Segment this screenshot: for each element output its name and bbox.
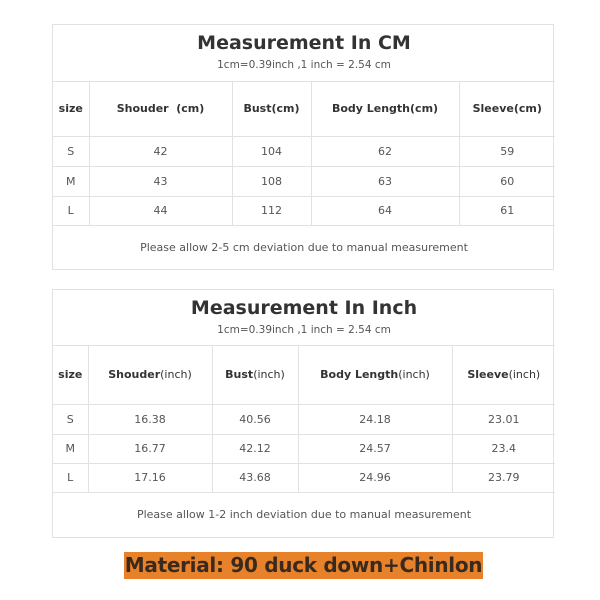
inch-measurement-table <box>52 289 554 538</box>
sleeve-cell: 23.4 <box>452 434 555 463</box>
inch-table-title-cell <box>53 290 555 345</box>
body-length-cell: 64 <box>311 196 459 225</box>
header-sleeve: Sleeve(inch) <box>452 345 555 404</box>
size-cell: L <box>53 196 89 225</box>
header-body-length: Body Length(cm) <box>311 81 459 136</box>
shoulder-cell: 43 <box>89 166 232 196</box>
cm-table-title: Measurement In CM <box>197 32 411 54</box>
bust-cell: 40.56 <box>212 404 298 434</box>
table-row <box>53 166 555 196</box>
body-length-cell: 24.57 <box>298 434 452 463</box>
body-length-cell: 63 <box>311 166 459 196</box>
table-row <box>53 463 555 492</box>
header-bust: Bust(inch) <box>212 345 298 404</box>
shoulder-cell: 42 <box>89 136 232 166</box>
shoulder-cell: 16.38 <box>88 404 212 434</box>
cm-measurement-table <box>52 24 554 270</box>
size-cell: S <box>53 136 89 166</box>
sleeve-cell: 23.01 <box>452 404 555 434</box>
inch-table-header-row <box>53 345 555 404</box>
shoulder-cell: 17.16 <box>88 463 212 492</box>
bust-cell: 42.12 <box>212 434 298 463</box>
table-row <box>53 434 555 463</box>
cm-table-conversion: 1cm=0.39inch ,1 inch = 2.54 cm <box>217 59 391 71</box>
inch-table-conversion: 1cm=0.39inch ,1 inch = 2.54 cm <box>217 324 391 336</box>
bust-cell: 104 <box>232 136 311 166</box>
size-cell: M <box>53 434 88 463</box>
size-cell: L <box>53 463 88 492</box>
sleeve-cell: 60 <box>459 166 555 196</box>
header-size: size <box>53 81 89 136</box>
cm-table-header-row <box>53 81 555 136</box>
bust-cell: 112 <box>232 196 311 225</box>
shoulder-cell: 16.77 <box>88 434 212 463</box>
bust-cell: 43.68 <box>212 463 298 492</box>
inch-table-title: Measurement In Inch <box>190 297 418 319</box>
sleeve-cell: 23.79 <box>452 463 555 492</box>
header-bust: Bust(cm) <box>232 81 311 136</box>
bust-cell: 108 <box>232 166 311 196</box>
table-row <box>53 136 555 166</box>
table-row <box>53 196 555 225</box>
cm-deviation-note: Please allow 2-5 cm deviation due to manual measurement <box>53 225 555 269</box>
header-shoulder: Shouder (cm) <box>89 81 232 136</box>
header-body-length: Body Length(inch) <box>298 345 452 404</box>
size-cell: M <box>53 166 89 196</box>
body-length-cell: 62 <box>311 136 459 166</box>
cm-table-title-cell <box>53 25 555 81</box>
body-length-cell: 24.18 <box>298 404 452 434</box>
body-length-cell: 24.96 <box>298 463 452 492</box>
material-banner: Material: 90 duck down+Chinlon <box>124 553 483 577</box>
sleeve-cell: 61 <box>459 196 555 225</box>
header-shoulder: Shouder(inch) <box>88 345 212 404</box>
header-sleeve: Sleeve(cm) <box>459 81 555 136</box>
inch-deviation-note: Please allow 1-2 inch deviation due to manual measurement <box>53 492 555 537</box>
header-size: size <box>53 345 88 404</box>
table-row <box>53 404 555 434</box>
sleeve-cell: 59 <box>459 136 555 166</box>
size-cell: S <box>53 404 88 434</box>
shoulder-cell: 44 <box>89 196 232 225</box>
